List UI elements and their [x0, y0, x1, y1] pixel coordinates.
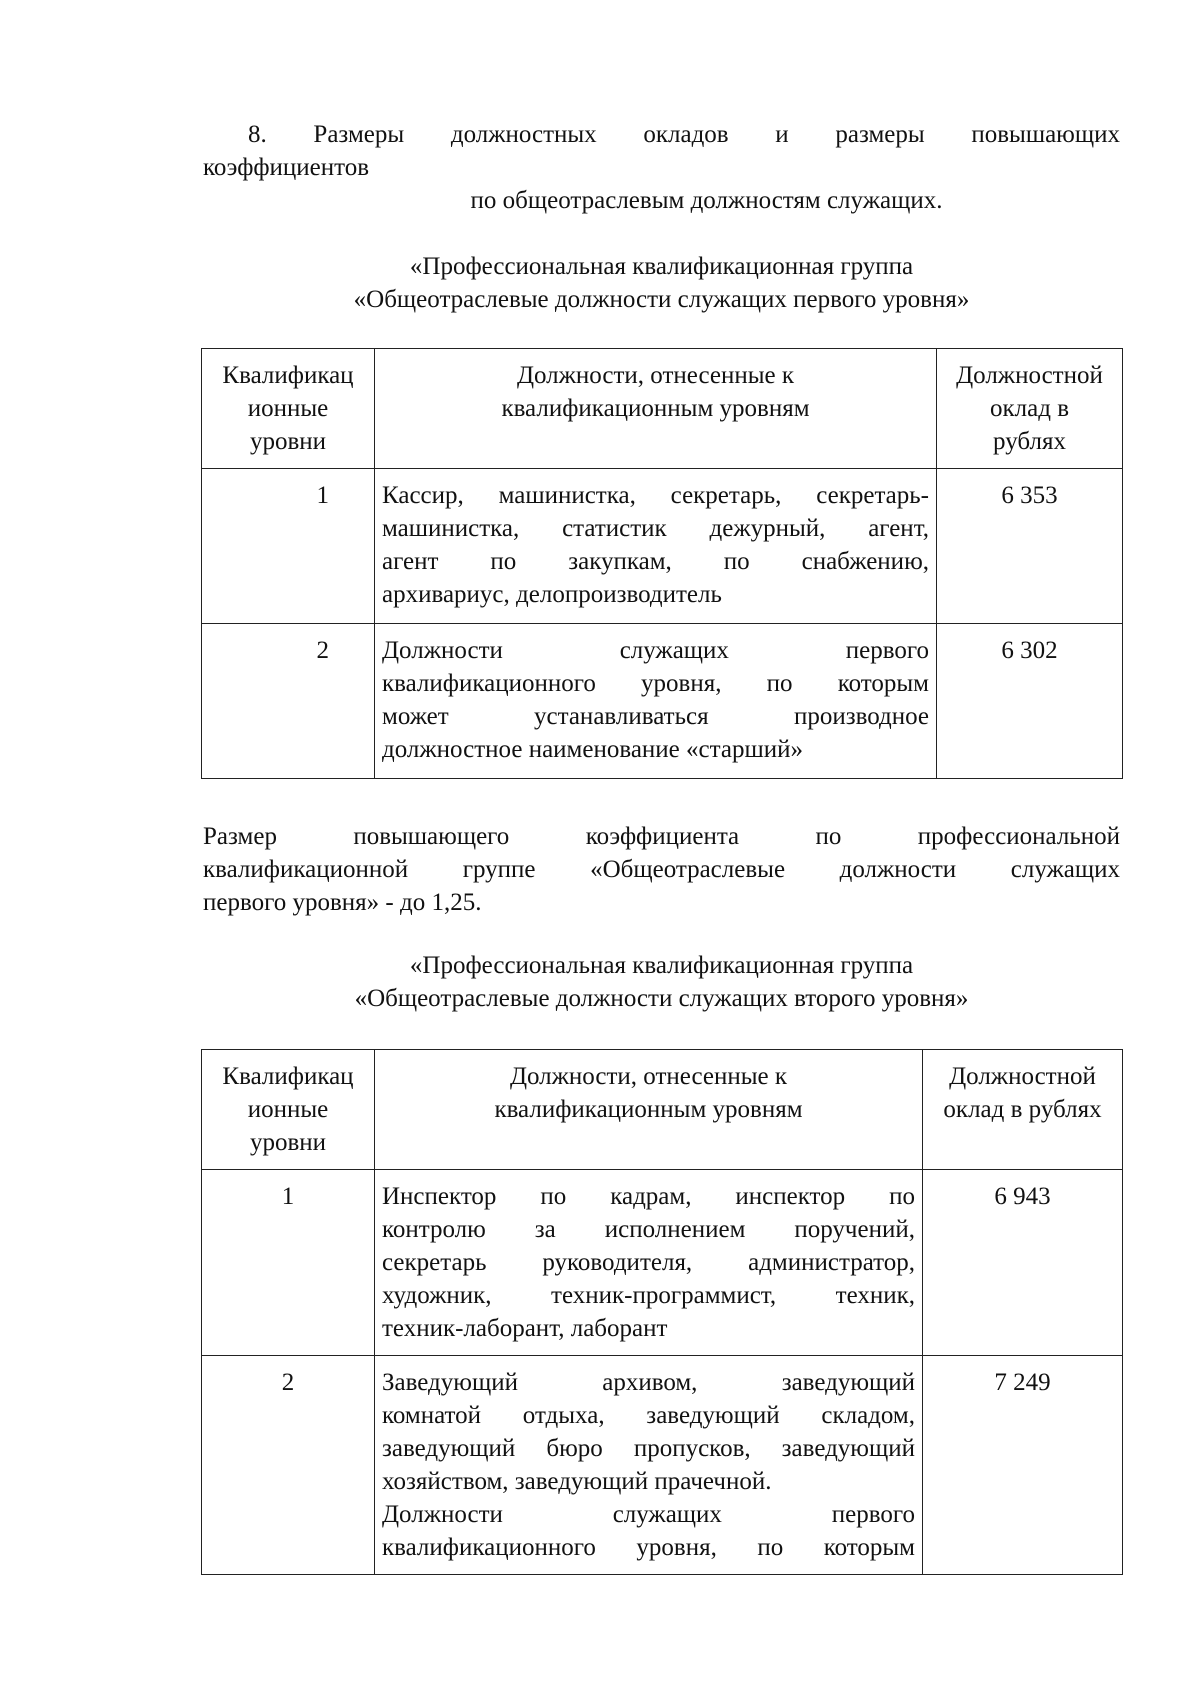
coefficient-note: [203, 820, 1120, 919]
coefficient-note-line-1: Размер повышающего коэффициента по профессиональной: [203, 823, 1120, 850]
header-level: Квалификац ионные уровни: [202, 1050, 375, 1170]
cell-level: 1: [202, 469, 375, 624]
cell-level: 2: [202, 624, 375, 779]
group-1-title-line-1: «Профессиональная квалификационная группа: [409, 253, 914, 280]
cell-level: 2: [202, 1356, 375, 1575]
header-positions: Должности, отнесенные к квалификационным уровням: [375, 349, 937, 469]
table-row: [202, 1170, 1123, 1356]
coefficient-note-line-3: первого уровня» - до 1,25.: [203, 889, 482, 916]
table-row: [202, 624, 1123, 779]
table-header-row: [202, 1050, 1123, 1170]
table-row: [202, 469, 1123, 624]
group-1-salary-table: [201, 348, 1123, 779]
group-2-title: [203, 949, 1120, 1015]
cell-salary: 7 249: [923, 1356, 1123, 1575]
header-salary: Должностной оклад в рублях: [923, 1050, 1123, 1170]
cell-positions: Кассир, машинистка, секретарь, секретарь- машинистка, статистик дежурный, агент, агент по закупкам, по снабжению, архивариус, делопроизводитель: [375, 469, 937, 624]
cell-positions: Заведующий архивом, заведующий комнатой отдыха, заведующий складом, заведующий бюро пропусков, заведующий хозяйством, заведующий прачечной. Должности служащих первого квалификационного уровня, по которым: [375, 1356, 923, 1575]
section-heading-line-2: коэффициентов: [203, 154, 370, 181]
group-1-title-line-2: «Общеотраслевые должности служащих первого уровня»: [353, 286, 970, 313]
cell-positions: Инспектор по кадрам, инспектор по контролю за исполнением поручений, секретарь руководителя, администратор, художник, техник-программист, техник, техник-лаборант, лаборант: [375, 1170, 923, 1356]
group-2-title-line-1: «Профессиональная квалификационная группа: [409, 952, 914, 979]
coefficient-note-line-2: квалификационной группе «Общеотраслевые должности служащих: [203, 856, 1120, 883]
cell-salary: 6 353: [937, 469, 1123, 624]
table-row: [202, 1356, 1123, 1575]
group-2-salary-table: [201, 1049, 1123, 1575]
header-level: Квалификац ионные уровни: [202, 349, 375, 469]
cell-salary: 6 302: [937, 624, 1123, 779]
group-2-title-line-2: «Общеотраслевые должности служащих второго уровня»: [354, 985, 969, 1012]
section-heading-line-3: по общеотраслевым должностям служащих.: [470, 187, 943, 214]
section-heading: [203, 118, 1120, 217]
cell-salary: 6 943: [923, 1170, 1123, 1356]
header-salary: Должностной оклад в рублях: [937, 349, 1123, 469]
cell-positions: Должности служащих первого квалификационного уровня, по которым может устанавливаться производное должностное наименование «старший»: [375, 624, 937, 779]
cell-level: 1: [202, 1170, 375, 1356]
section-heading-line-1: 8. Размеры должностных окладов и размеры повышающих: [248, 121, 1120, 148]
table-header-row: [202, 349, 1123, 469]
header-positions: Должности, отнесенные к квалификационным уровням: [375, 1050, 923, 1170]
group-1-title: [203, 250, 1120, 316]
